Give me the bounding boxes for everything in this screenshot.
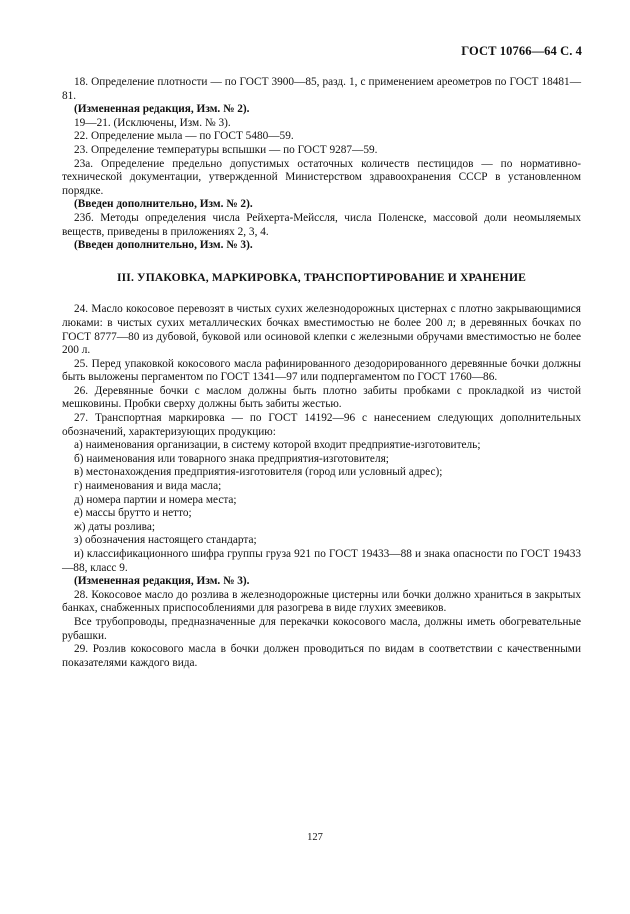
- paragraph-26: 26. Деревянные бочки с маслом должны быть плотно забиты пробками с прокладкой из чистой мешковины. Пробки сверху должны быть забиты жестью.: [62, 384, 581, 411]
- list-item: и) классификационного шифра группы груза 921 по ГОСТ 19433—88 и знака опасности по ГОСТ 19433—88, класс 9.: [62, 548, 581, 574]
- section-heading: III. УПАКОВКА, МАРКИРОВКА, ТРАНСПОРТИРОВАНИЕ И ХРАНЕНИЕ: [116, 270, 527, 284]
- list-item: з) обозначения настоящего стандарта;: [74, 534, 257, 547]
- paragraph-28: 28. Кокосовое масло до розлива в железнодорожные цистерны или бочки должно храниться в закрытых банках, снабженных приспособлениями для разогрева в виде глухих змеевиков.: [62, 588, 581, 615]
- marking-list: [62, 439, 581, 548]
- paragraph-23b: 23б. Методы определения числа Рейхерта-Мейссля, числа Поленске, массовой доли неомыляемых веществ, приведены в приложениях 2, 3, 4.: [62, 211, 581, 238]
- page-header: ГОСТ 10766—64 С. 4: [461, 44, 582, 58]
- document-body: [62, 76, 581, 670]
- paragraph-25: 25. Перед упаковкой кокосового масла рафинированного дезодорированного деревянные бочки должны быть выложены пергаментом по ГОСТ 1341—97 или подпергаментом по ГОСТ 1760—86.: [62, 357, 581, 384]
- page-number: 127: [307, 832, 323, 843]
- amendment-note: (Введен дополнительно, Изм. № 3).: [74, 239, 253, 252]
- paragraph-23a: 23а. Определение предельно допустимых остаточных количеств пестицидов — по нормативно-технической документации, утвержденной Министерством здравоохранения СССР в установленном порядке.: [62, 157, 581, 197]
- list-item: а) наименования организации, в систему которой входит предприятие-изготовитель;: [74, 439, 481, 452]
- list-item: в) местонахождения предприятия-изготовителя (город или условный адрес);: [74, 466, 443, 479]
- amendment-note: (Введен дополнительно, Изм. № 2).: [74, 198, 253, 211]
- paragraph-22: 22. Определение мыла — по ГОСТ 5480—59.: [74, 130, 294, 143]
- list-item: б) наименования или товарного знака предприятия-изготовителя;: [74, 452, 389, 465]
- list-item: е) массы брутто и нетто;: [74, 507, 192, 520]
- paragraph-28-continued: Все трубопроводы, предназначенные для перекачки кокосового масла, должны иметь обогревательные рубашки.: [62, 615, 581, 642]
- paragraph-23: 23. Определение температуры вспышки — по ГОСТ 9287—59.: [74, 143, 378, 156]
- paragraph-24: 24. Масло кокосовое перевозят в чистых сухих железнодорожных цистернах с плотно закрывающимися люками: в чистых сухих металлических бочках вместимостью не более 200 л; в деревянных бочках по ГОСТ 8777—80 из дубовой, буковой или осиновой клепки с железными обручами вместимостью не более 200 л.: [62, 303, 581, 357]
- list-item: д) номера партии и номера места;: [74, 493, 237, 506]
- paragraph-19-21: 19—21. (Исключены, Изм. № 3).: [74, 116, 231, 129]
- list-item: г) наименования и вида масла;: [74, 480, 222, 493]
- amendment-note: (Измененная редакция, Изм. № 3).: [74, 575, 250, 588]
- paragraph-27: 27. Транспортная маркировка — по ГОСТ 14192—96 с нанесением следующих дополнительных обозначений, характеризующих продукцию:: [62, 412, 581, 438]
- list-item: ж) даты розлива;: [74, 520, 155, 533]
- paragraph-29: 29. Розлив кокосового масла в бочки должен проводиться по видам в соответствии с качественными показателями каждого вида.: [62, 643, 581, 669]
- paragraph-18: 18. Определение плотности — по ГОСТ 3900—85, разд. 1, с применением ареометров по ГОСТ 18481—81.: [62, 76, 581, 102]
- amendment-note: (Измененная редакция, Изм. № 2).: [74, 103, 250, 116]
